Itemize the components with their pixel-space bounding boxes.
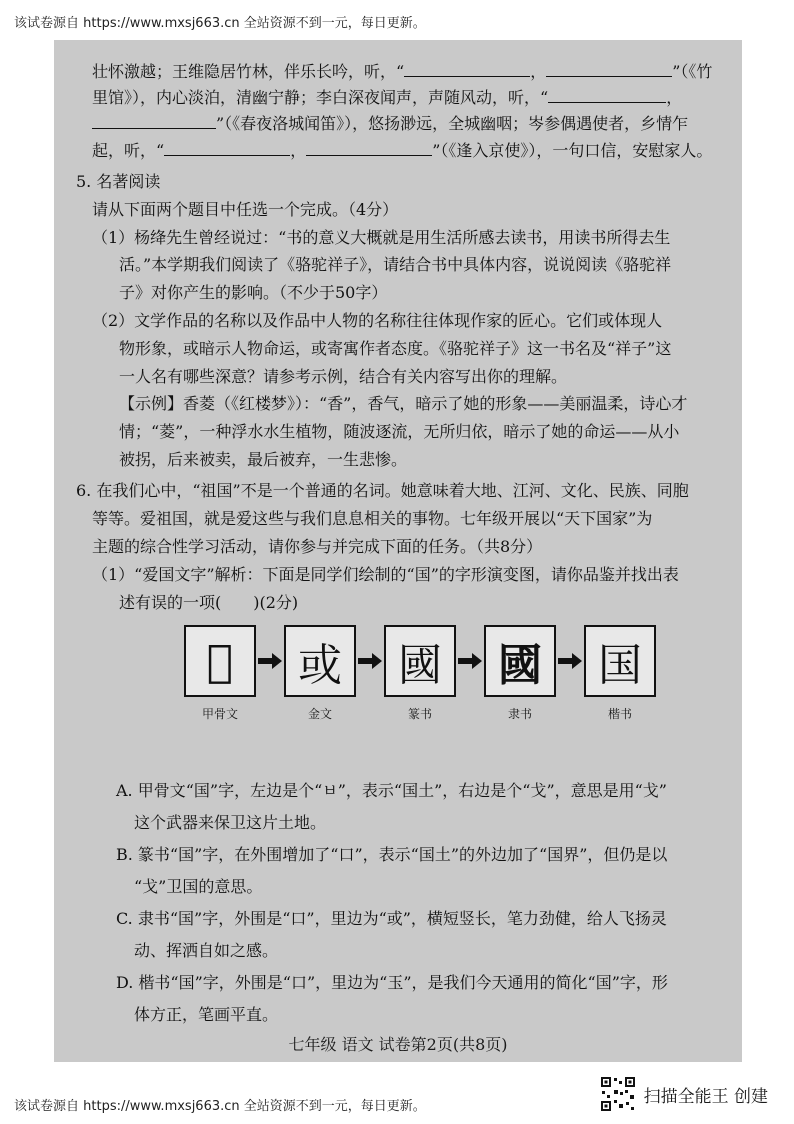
qr-code-icon — [600, 1076, 636, 1112]
exam-page — [54, 40, 742, 1062]
q5-part1-line-2: 活。”本学期我们阅读了《骆驼祥子》，请结合书中具体内容，说说阅读《骆驼祥 — [119, 255, 672, 274]
page-number: 七年级 语文 试卷第2页(共8页) — [288, 1035, 508, 1054]
q4-text: ， — [290, 141, 307, 160]
q5-part2-line-3: 一人名有哪些深意？请参考示例，结合有关内容写出你的理解。 — [119, 367, 568, 386]
q4-text: ， — [530, 62, 547, 81]
glyph-bronze — [284, 625, 356, 697]
q5-part1-line-1: （1）杨绛先生曾经说过：“书的意义大概就是用生活所感去读书，用读书所得去生 — [92, 228, 671, 247]
glyph: 𰃠 — [206, 635, 234, 687]
glyph-regular — [584, 625, 656, 697]
q5-example-line-1: 【示例】香菱（《红楼梦》）：“香”，香气，暗示了她的形象——美丽温柔，诗心才 — [119, 394, 688, 413]
q4-line-2 — [92, 88, 682, 108]
option-a-line-1[interactable]: A. 甲骨文“国”字，左边是个“ㅂ”，表示“国土”，右边是个“戈”，意思是用“戈” — [116, 781, 667, 800]
source-banner-top: 该试卷源自 https://www.mxsj663.cn 全站资源不到一元，每日更新。 — [14, 16, 426, 31]
source-banner-bottom: 该试卷源自 https://www.mxsj663.cn 全站资源不到一元，每日更新。 — [14, 1099, 426, 1114]
label-regular: 楷书 — [607, 707, 632, 721]
scanner-watermark — [600, 1076, 768, 1112]
q4-text: ”（《竹 — [672, 62, 713, 81]
option-d-line-1[interactable]: D. 楷书“国”字，外围是“口”，里边为“玉”，是我们今天通用的简化“国”字，形 — [116, 973, 668, 992]
q4-line-1 — [92, 62, 712, 82]
q5-intro: 请从下面两个题目中任选一个完成。（4分） — [92, 200, 399, 219]
q5-part2-line-1: （2）文学作品的名称以及作品中人物的名称往往体现作家的匠心。它们或体现人 — [92, 311, 663, 330]
label-clerical: 隶书 — [507, 707, 532, 721]
q4-text: ， — [666, 88, 683, 107]
answer-blank[interactable] — [404, 62, 530, 77]
scanner-text: 扫描全能王 创建 — [643, 1086, 768, 1107]
answer-blank[interactable] — [164, 141, 290, 156]
q6-sub1-line-1: （1）“爱国文字”解析：下面是同学们绘制的“国”的字形演变图，请你品鉴并找出表 — [92, 565, 679, 584]
guo-evolution-diagram — [184, 625, 664, 725]
option-c-line-2: 动、挥洒自如之感。 — [134, 941, 279, 960]
option-a-line-2: 这个武器来保卫这片土地。 — [134, 813, 327, 832]
q6-sub1-line-2: 述有误的一项( )(2分) — [119, 593, 299, 612]
answer-blank[interactable] — [548, 88, 666, 103]
arrow-right-icon — [458, 652, 482, 670]
arrow-right-icon — [358, 652, 382, 670]
glyph: 國 — [498, 640, 542, 691]
q4-line-3 — [92, 114, 688, 134]
q6-line-1: 6. 在我们心中，“祖国”不是一个普通的名词。她意味着大地、江河、文化、民族、同胞 — [76, 481, 689, 500]
q4-line-4 — [92, 141, 712, 161]
q4-text: ”（《春夜洛城闻笛》），悠扬渺远，全城幽咽；岑参偶遇使者，乡情乍 — [216, 114, 689, 133]
q6-line-2: 等等。爱祖国，就是爱这些与我们息息相关的事物。七年级开展以“天下国家”为 — [92, 509, 653, 528]
arrow-right-icon — [258, 652, 282, 670]
option-c-line-1[interactable]: C. 隶书“国”字，外围是“口”，里边为“或”，横短竖长，笔力劲健，给人飞扬灵 — [116, 909, 667, 928]
label-bronze: 金文 — [307, 707, 332, 721]
q5-example-line-2: 情；“菱”，一种浮水水生植物，随波逐流，无所归依，暗示了她的命运——从小 — [119, 422, 680, 441]
q5-part2-line-2: 物形象，或暗示人物命运，或寄寓作者态度。《骆驼祥子》这一书名及“祥子”这 — [119, 339, 672, 358]
label-seal: 篆书 — [407, 707, 432, 721]
option-d-line-2: 体方正，笔画平直。 — [134, 1005, 279, 1024]
glyph: 或 — [298, 640, 342, 691]
arrow-right-icon — [558, 652, 582, 670]
answer-blank[interactable] — [92, 114, 216, 129]
glyph-oracle-bone — [184, 625, 256, 697]
q5-example-line-3: 被拐，后来被卖，最后被弃，一生悲惨。 — [119, 450, 408, 469]
q4-text: 里馆》），内心淡泊，清幽宁静；李白深夜闻声，声随风动，听，“ — [92, 88, 549, 107]
glyph-seal — [384, 625, 456, 697]
q6-line-3: 主题的综合性学习活动，请你参与并完成下面的任务。（共8分） — [92, 537, 543, 556]
q5-part1-line-3: 子》对你产生的影响。（不少于50字） — [119, 283, 388, 302]
answer-blank[interactable] — [546, 62, 672, 77]
q4-text: 起，听，“ — [92, 141, 165, 160]
glyph-clerical — [484, 625, 556, 697]
option-b-line-1[interactable]: B. 篆书“国”字，在外围增加了“口”，表示“国土”的外边加了“国界”，但仍是以 — [116, 845, 668, 864]
q4-text: 壮怀激越；王维隐居竹林，伴乐长吟，听，“ — [92, 62, 405, 81]
answer-blank[interactable] — [306, 141, 432, 156]
label-oracle-bone: 甲骨文 — [201, 707, 238, 721]
q5-title: 5. 名著阅读 — [76, 172, 161, 191]
glyph: 國 — [398, 640, 442, 691]
option-b-line-2: “戈”卫国的意思。 — [134, 877, 263, 896]
glyph: 国 — [598, 640, 642, 691]
q4-text: ”（《逢入京使》），一句口信，安慰家人。 — [432, 141, 713, 160]
